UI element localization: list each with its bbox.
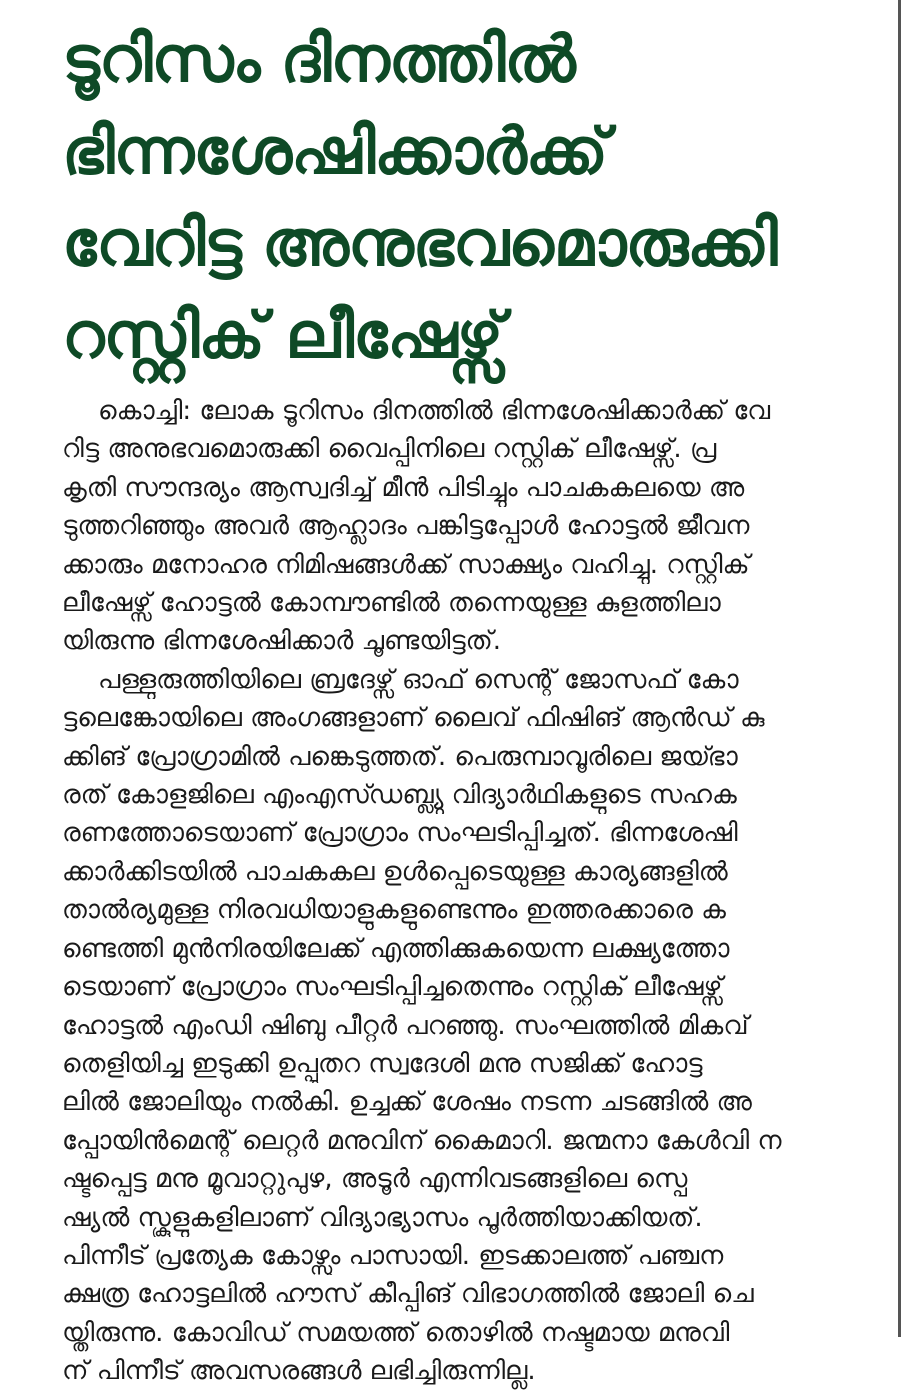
text-line: ഷ്യൽ സ്കൂളുകളിലാണ് വിദ്യാഭ്യാസം പൂർത്തിയാക്കിയത്. xyxy=(62,1202,703,1233)
text-line: താൽര്യമുള്ള നിരവധിയാളുകളുണ്ടെന്നും ഇത്തരക്കാരെ ക xyxy=(62,895,726,926)
text-line: കൃതി സൗന്ദര്യം ആസ്വദിച്ച് മീൻ പിടിച്ചും പാചകകലയെ അ xyxy=(62,472,745,503)
headline-line: ടൂറിസം ദിനത്തിൽ xyxy=(62,23,575,97)
text-line: ഹോട്ടൽ എംഡി ഷിബു പീറ്റർ പറഞ്ഞു. സംഘത്തിൽ മികവ് xyxy=(62,1010,749,1041)
headline-line: വേറിട്ട അനുഭവമൊരുക്കി xyxy=(62,207,777,281)
headline-line: ഭിന്നശേഷിക്കാർക്ക് xyxy=(62,115,607,189)
text-line: രത് കോളജിലെ എംഎസ്ഡബ്ല്യു വിദ്യാർഥികളുടെ സഹക xyxy=(62,780,737,811)
text-line: പിന്നീട് പ്രത്യേക കോഴ്സും പാസായി. ഇടക്കാലത്ത് പഞ്ചന xyxy=(62,1240,724,1271)
text-line: ക്കിങ് പ്രോഗ്രാമിൽ പങ്കെടുത്തത്. പെരുമ്പാവൂരിലെ ജയ്ഭാ xyxy=(62,741,738,772)
column-rule xyxy=(898,0,901,1337)
text-line: റിട്ട അനുഭവമൊരുക്കി വൈപ്പിനിലെ റസ്റ്റിക് ലീഷേഴ്സ്. പ്ര xyxy=(62,434,717,465)
text-line: ക്ഷത്ര ഹോട്ടലിൽ ഹൗസ് കീപ്പിങ് വിഭാഗത്തിൽ ജോലി ചെ xyxy=(62,1279,754,1310)
text-line: ന് പിന്നീട് അവസരങ്ങൾ ലഭിച്ചിരുന്നില്ല. xyxy=(62,1356,536,1387)
text-line: ടുത്തറിഞ്ഞും അവർ ആഹ്ലാദം പങ്കിട്ടപ്പോൾ ഹോട്ടൽ ജീവന xyxy=(62,511,750,542)
text-line: ലീഷേഴ്സ് ഹോട്ടൽ കോമ്പൗണ്ടിൽ തന്നെയുള്ള കുളത്തിലാ xyxy=(62,588,721,619)
text-line: ലിൽ ജോലിയും നൽകി. ഉച്ചക്ക് ശേഷം നടന്ന ചടങ്ങിൽ അ xyxy=(62,1087,752,1118)
text-line: തെളിയിച്ച ഇടുക്കി ഉപ്പുതറ സ്വദേശി മനു സജിക്ക് ഹോട്ട xyxy=(62,1048,703,1079)
text-line: ട്ടലെങ്കോയിലെ അംഗങ്ങളാണ് ലൈവ് ഫിഷിങ് ആൻഡ് കു xyxy=(62,703,765,734)
paragraph-2 xyxy=(62,661,882,1391)
text-line: ക്കാർക്കിടയിൽ പാചകകല ഉൾപ്പെടെയുള്ള കാര്യങ്ങളിൽ xyxy=(62,856,728,887)
text-line: ഷ്ടപ്പെട്ട മനു മൂവാറ്റുപുഴ, അടൂർ എന്നിവടങ്ങളിലെ സ്പെ xyxy=(62,1164,688,1195)
text-line: ടെയാണ് പ്രോഗ്രാം സംഘടിപ്പിച്ചതെന്നും റസ്റ്റിക് ലീഷേഴ്സ് xyxy=(62,972,723,1003)
text-line: യ്തിരുന്നു. കോവിഡ് സമയത്ത് തൊഴിൽ നഷ്ടമായ മനുവി xyxy=(62,1317,730,1348)
article-body xyxy=(62,392,882,1391)
text-line: ക്കാരും മനോഹര നിമിഷങ്ങൾക്ക് സാക്ഷ്യം വഹിച്ചു. റസ്റ്റിക് xyxy=(62,549,750,580)
text-line: കൊച്ചി: ലോക ടൂറിസം ദിനത്തിൽ ഭിന്നശേഷിക്കാർക്ക് വേ xyxy=(98,396,771,426)
headline-line: റസ്റ്റിക് ലീഷേഴ്സ് xyxy=(62,299,503,373)
headline xyxy=(62,14,882,382)
text-line: പ്പോയിൻമെന്റ് ലെറ്റർ മനുവിന് കൈമാറി. ജന്മനാ കേൾവി ന xyxy=(62,1125,782,1156)
text-line: രണത്തോടെയാണ് പ്രോഗ്രാം സംഘടിപ്പിച്ചത്. ഭിന്നശേഷി xyxy=(62,818,738,849)
text-line: ണ്ടെത്തി മുൻനിരയിലേക്ക് എത്തിക്കുകയെന്ന ലക്ഷ്യത്തോ xyxy=(62,933,730,964)
text-line: യിരുന്നു ഭിന്നശേഷിക്കാർ ചൂണ്ടയിട്ടത്. xyxy=(62,626,502,657)
paragraph-1 xyxy=(62,392,882,661)
text-line: പള്ളുരുത്തിയിലെ ബ്രദേഴ്സ് ഓഫ് സെന്റ് ജോസഫ് കോ xyxy=(98,664,739,695)
